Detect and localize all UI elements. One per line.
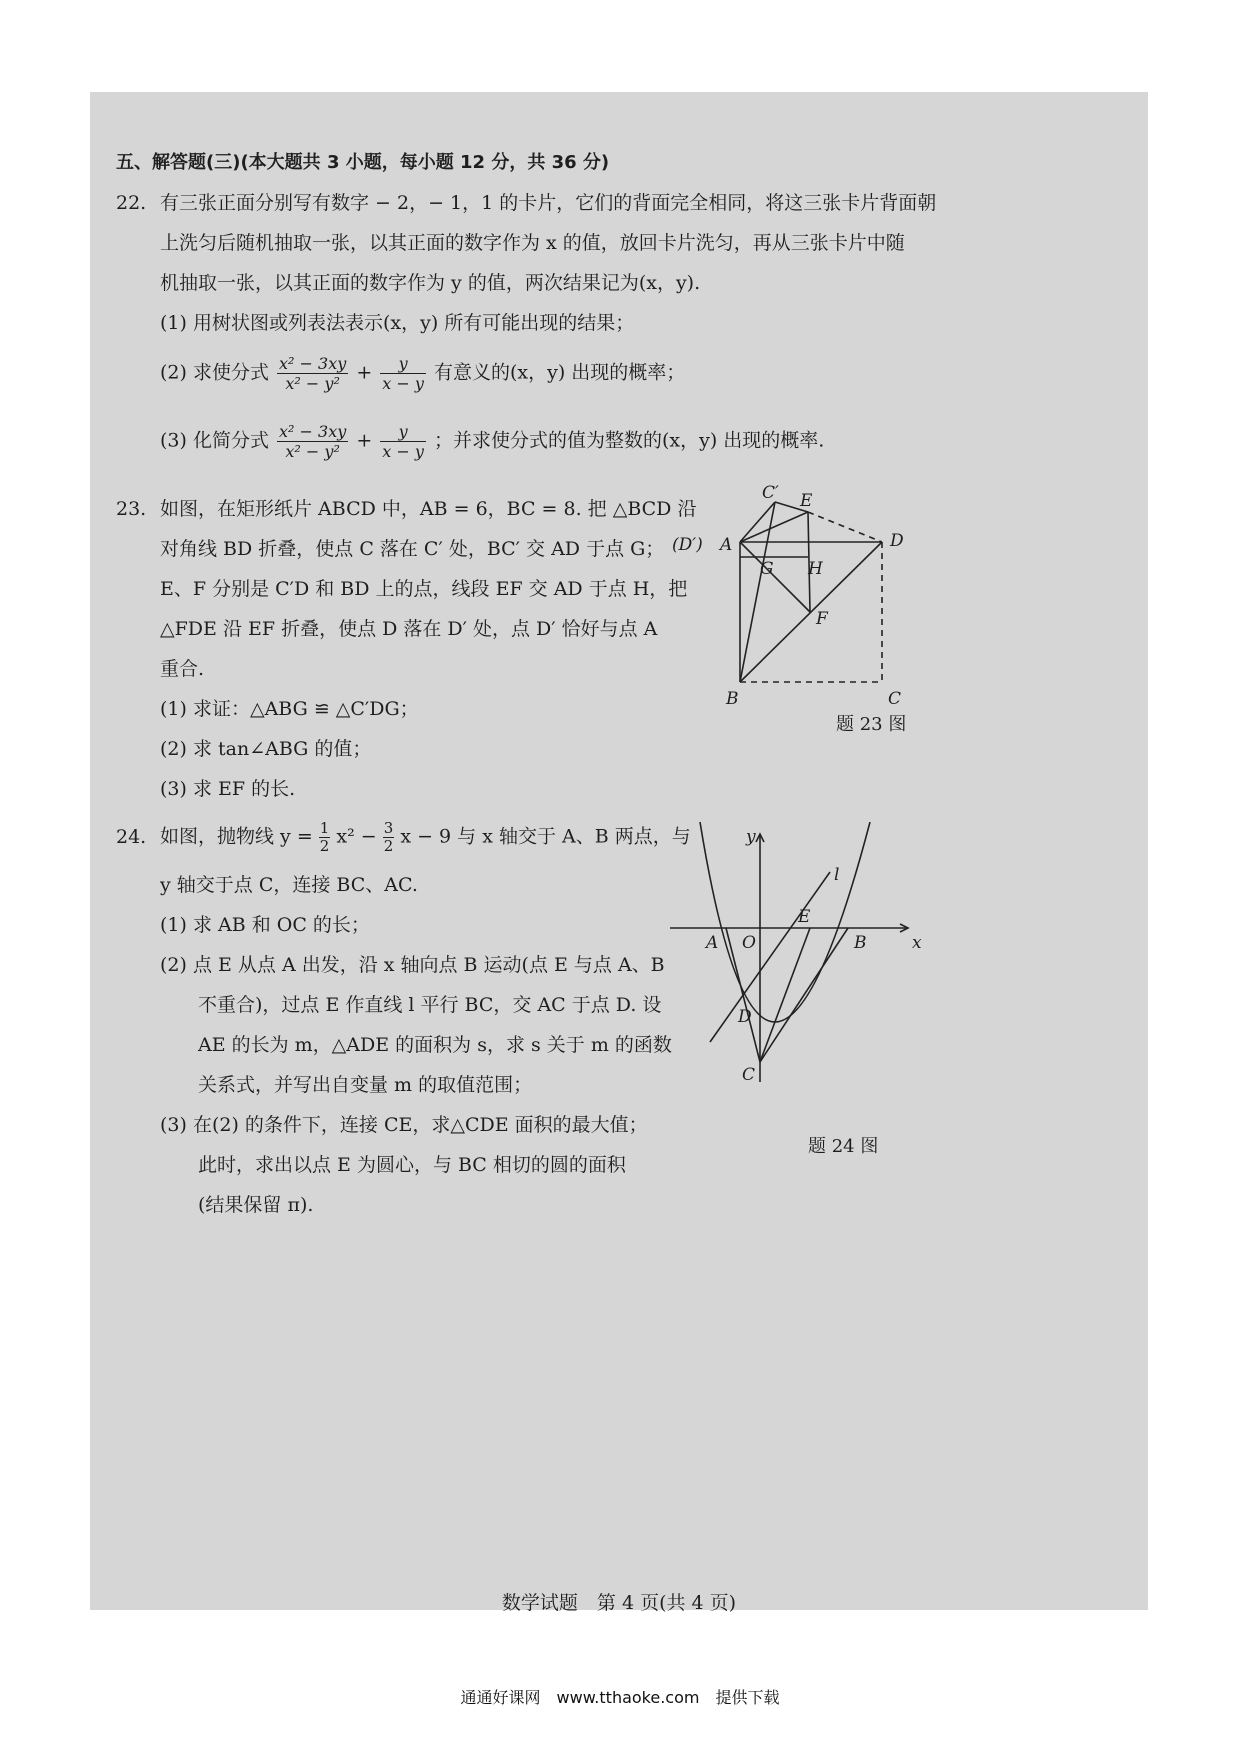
q24-part3-line2: 此时，求出以点 E 为圆心，与 BC 相切的圆的面积 — [198, 1154, 626, 1176]
segment-ACp — [740, 502, 775, 542]
q24-number: 24. — [116, 825, 147, 848]
q24-fraction-three-halves — [383, 820, 395, 855]
q23-line5: 重合. — [160, 658, 205, 680]
footer-source: 通通好课网 www.tthaoke.com 提供下载 — [460, 1688, 780, 1707]
frac-denominator: x² − y² — [285, 442, 340, 461]
frac-numerator: y — [380, 354, 426, 374]
label-D: D — [890, 531, 904, 551]
section-title: 五、解答题(三)(本大题共 3 小题，每小题 12 分，共 36 分) — [116, 152, 610, 173]
q22-line3: 机抽取一张，以其正面的数字作为 y 的值，两次结果记为(x，y). — [160, 272, 701, 294]
segment-ED-dashed — [808, 512, 882, 542]
label-E: E — [798, 907, 811, 927]
q24-part3-line3: (结果保留 π). — [198, 1194, 314, 1216]
q23-line3: E、F 分别是 C′D 和 BD 上的点，线段 EF 交 AD 于点 H，把 — [160, 578, 688, 600]
q24-line1-mid: x² − — [336, 825, 377, 848]
frac-denominator: x − y — [382, 442, 424, 461]
label-B: B — [854, 933, 867, 953]
label-l: l — [834, 865, 840, 885]
q24-line1-suffix: x − 9 与 x 轴交于 A、B 两点，与 — [400, 825, 691, 848]
label-y: y — [746, 827, 756, 847]
q22-part2-prefix: (2) 求使分式 — [160, 361, 269, 384]
frac-denominator: x − y — [382, 374, 424, 393]
segment-AF — [740, 542, 810, 612]
q24-line1 — [116, 820, 691, 855]
frac-numerator: 1 — [319, 819, 330, 837]
q22-line1 — [116, 190, 936, 216]
frac-numerator: x² − 3xy — [279, 422, 347, 441]
q23-line1-text: 如图，在矩形纸片 ABCD 中，AB = 6，BC = 8. 把 △BCD 沿 — [160, 498, 697, 520]
q22-part1: (1) 用树状图或列表法表示(x，y) 所有可能出现的结果； — [160, 312, 635, 334]
q23-number: 23. — [116, 498, 147, 520]
label-H: H — [808, 559, 823, 579]
q22-fraction-4 — [380, 422, 426, 461]
label-x: x — [912, 933, 922, 953]
q24-part1: (1) 求 AB 和 OC 的长； — [160, 914, 370, 936]
q22-fraction-2 — [380, 354, 426, 393]
q22-line2: 上洗匀后随机抽取一张，以其正面的数字作为 x 的值，放回卡片洗匀，再从三张卡片中随 — [160, 232, 905, 254]
q22-part2-suffix: 有意义的(x，y) 出现的概率； — [433, 361, 686, 384]
label-F: F — [816, 609, 828, 629]
q24-line2: y 轴交于点 C，连接 BC、AC. — [160, 874, 418, 896]
q22-line1-text: 有三张正面分别写有数字 − 2，− 1，1 的卡片，它们的背面完全相同，将这三张卡片背面朝 — [160, 192, 937, 214]
q24-fraction-half — [319, 820, 331, 855]
label-A: A — [720, 535, 733, 555]
q24-part2-line2: 不重合)，过点 E 作直线 l 平行 BC，交 AC 于点 D. 设 — [198, 994, 662, 1016]
q24-figure-caption: 题 24 图 — [808, 1136, 879, 1157]
label-O: O — [742, 933, 756, 953]
q23-line4: △FDE 沿 EF 折叠，使点 D 落在 D′ 处，点 D′ 恰好与点 A — [160, 618, 658, 640]
label-A: A — [706, 933, 719, 953]
label-Cp: C′ — [762, 483, 779, 503]
q23-part1: (1) 求证：△ABG ≌ △C′DG； — [160, 698, 419, 720]
q24-figure — [670, 822, 970, 1122]
segment-AE — [740, 512, 808, 542]
q24-part2-line4: 关系式，并写出自变量 m 的取值范围； — [198, 1074, 533, 1096]
parabola — [700, 822, 870, 1022]
plus-sign: + — [356, 361, 373, 384]
q23-figure — [650, 482, 1010, 722]
q22-part3-suffix: ；并求使分式的值为整数的(x，y) 出现的概率. — [433, 429, 825, 452]
segment-BC — [760, 928, 848, 1062]
q22-part3 — [160, 422, 824, 461]
label-E: E — [800, 491, 813, 511]
scanned-page — [90, 92, 1148, 1614]
q24-line1-prefix: 如图，抛物线 y = — [160, 825, 313, 848]
label-B: B — [726, 689, 739, 709]
page-number: 数学试题 第 4 页(共 4 页) — [501, 1592, 737, 1614]
q22-fraction-1 — [277, 354, 348, 393]
q23-line2: 对角线 BD 折叠，使点 C 落在 C′ 处，BC′ 交 AD 于点 G； — [160, 538, 665, 560]
label-C: C — [742, 1065, 756, 1085]
label-C: C — [888, 689, 902, 709]
q23-figure-caption: 题 23 图 — [836, 714, 907, 735]
label-Dp: (D′) — [672, 535, 703, 555]
q23-part2: (2) 求 tan∠ABG 的值； — [160, 738, 372, 760]
frac-numerator: x² − 3xy — [279, 354, 347, 373]
q23-part3: (3) 求 EF 的长. — [160, 778, 296, 800]
q23-line1 — [116, 496, 696, 522]
frac-numerator: y — [380, 422, 426, 442]
frac-numerator: 3 — [383, 819, 394, 837]
frac-denominator: 2 — [383, 837, 394, 855]
q24-part2-line3: AE 的长为 m，△ADE 的面积为 s，求 s 关于 m 的函数 — [198, 1034, 672, 1056]
label-D: D — [738, 1007, 752, 1027]
q24-part3-line1: (3) 在(2) 的条件下，连接 CE，求△CDE 面积的最大值； — [160, 1114, 648, 1136]
line-l — [710, 872, 830, 1042]
q22-number: 22. — [116, 192, 147, 214]
label-G: G — [760, 559, 774, 579]
q22-fraction-3 — [277, 422, 348, 461]
frac-denominator: x² − y² — [285, 374, 340, 393]
q24-part2-line1: (2) 点 E 从点 A 出发，沿 x 轴向点 B 运动(点 E 与点 A、B — [160, 954, 665, 976]
plus-sign: + — [356, 429, 373, 452]
q22-part2 — [160, 354, 685, 393]
q22-part3-prefix: (3) 化简分式 — [160, 429, 269, 452]
frac-denominator: 2 — [319, 837, 330, 855]
segment-CE — [760, 928, 810, 1062]
